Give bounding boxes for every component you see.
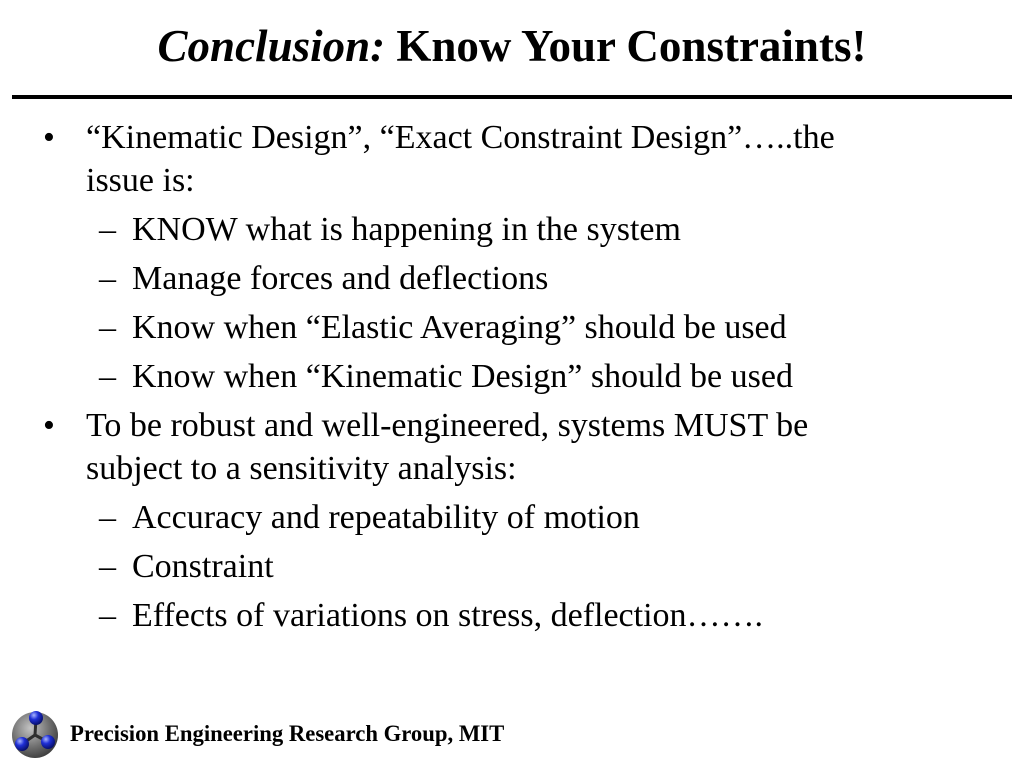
slide-body	[0, 110, 1024, 637]
sub-bullet-text: Effects of variations on stress, deflection…….	[132, 597, 764, 634]
bullet-text: “Kinematic Design”, “Exact Constraint Design”…..the issue is:	[86, 119, 835, 199]
title-lead: Conclusion:	[157, 21, 386, 71]
bullet-group	[0, 398, 1024, 637]
dash-symbol: –	[99, 548, 116, 585]
kinematic-coupling-logo-icon	[10, 710, 60, 760]
dash-symbol: –	[99, 211, 116, 248]
dash-symbol: –	[99, 309, 116, 346]
bullet-group	[0, 110, 1024, 398]
title-main: Know Your Constraints!	[396, 21, 867, 71]
slide-title	[0, 21, 1024, 71]
bullet-item	[43, 398, 876, 490]
bullet-symbol: •	[43, 407, 55, 444]
dash-symbol: –	[99, 358, 116, 395]
sub-bullet-text: Constraint	[132, 548, 274, 585]
sub-bullet-text: KNOW what is happening in the system	[132, 211, 681, 248]
sub-bullet-item	[99, 300, 876, 349]
title-divider	[12, 95, 1012, 99]
footer-organization: Precision Engineering Research Group, MIT	[70, 721, 505, 746]
dash-symbol: –	[99, 499, 116, 536]
sub-bullet-text: Know when “Kinematic Design” should be used	[132, 358, 793, 395]
bullet-text: To be robust and well-engineered, systems MUST be subject to a sensitivity analysis:	[86, 407, 809, 487]
sub-bullet-item	[99, 588, 876, 637]
dash-symbol: –	[99, 597, 116, 634]
sub-bullet-item	[99, 539, 876, 588]
dash-symbol: –	[99, 260, 116, 297]
sub-bullet-text: Manage forces and deflections	[132, 260, 549, 297]
bullet-item	[43, 110, 876, 202]
sub-bullet-text: Accuracy and repeatability of motion	[132, 499, 640, 536]
sub-bullet-text: Know when “Elastic Averaging” should be used	[132, 309, 787, 346]
sub-bullet-item	[99, 202, 876, 251]
sub-bullet-item	[99, 251, 876, 300]
sub-bullet-item	[99, 490, 876, 539]
bullet-symbol: •	[43, 119, 55, 156]
sub-bullet-item	[99, 349, 876, 398]
